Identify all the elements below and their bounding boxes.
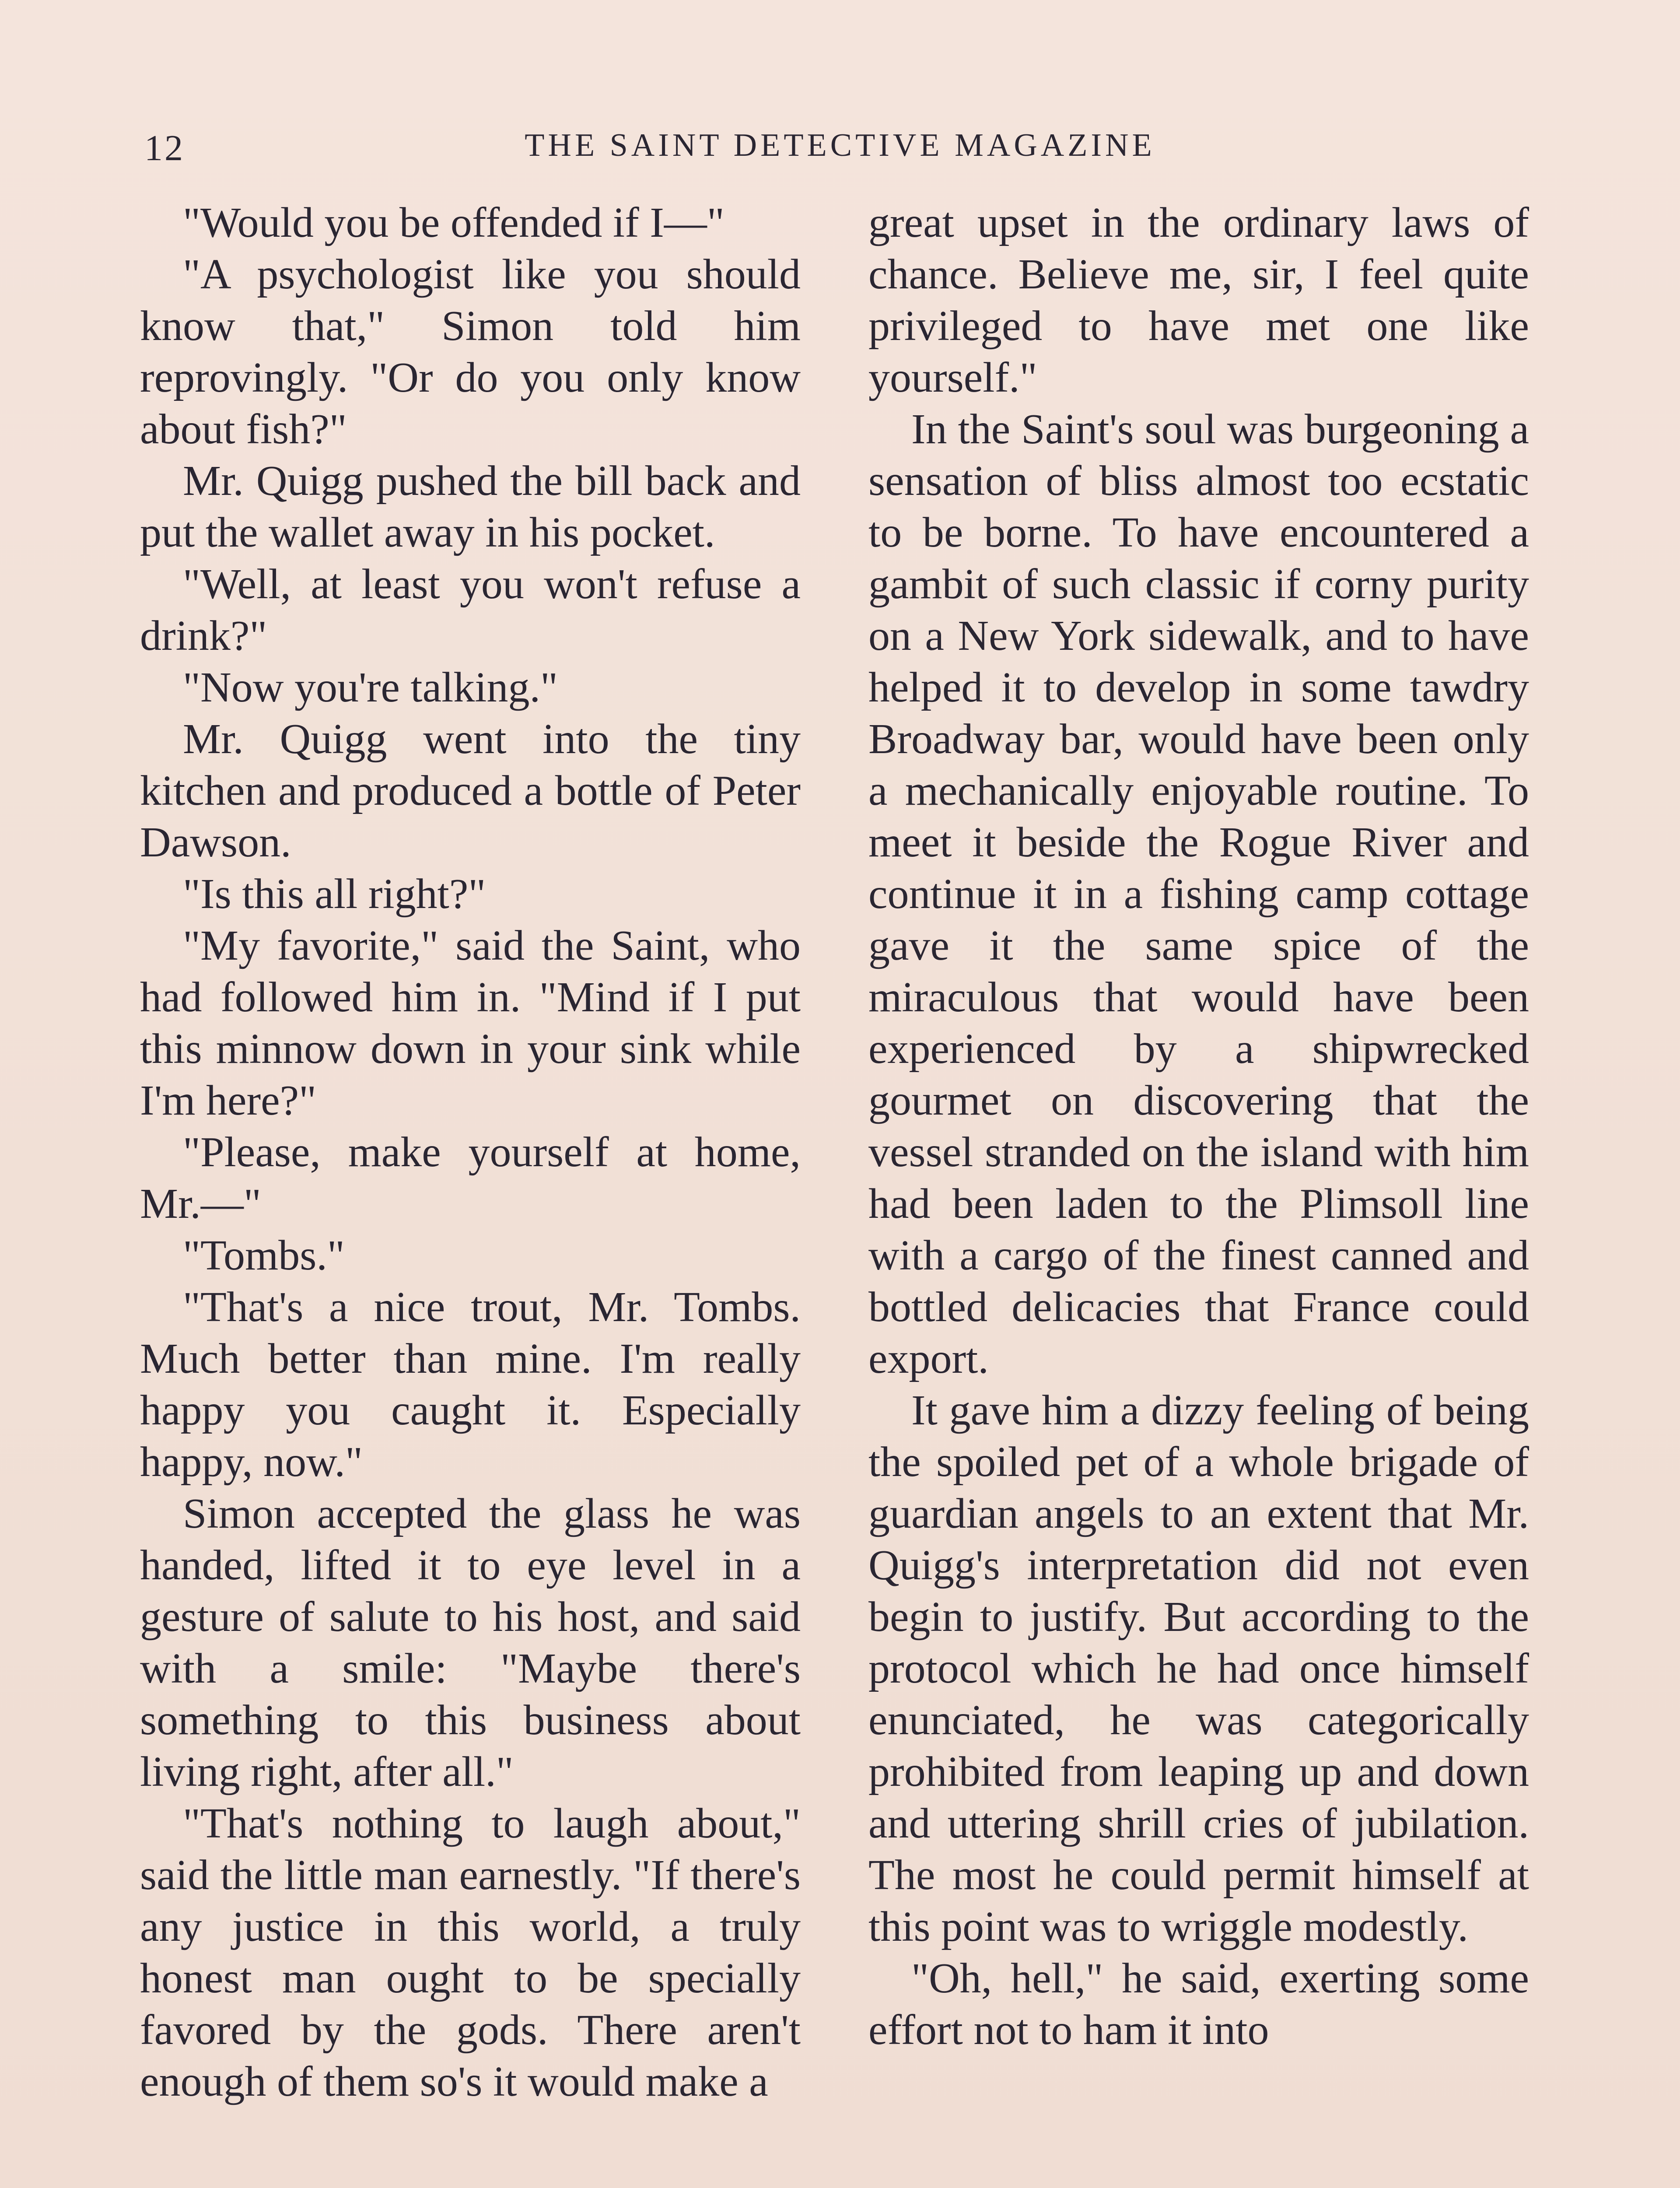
paragraph: "Now you're talking." [183, 664, 558, 711]
magazine-title: THE SAINT DETECTIVE MAGAZINE [525, 127, 1155, 163]
right-text-column [868, 197, 1529, 2056]
running-head [144, 127, 1536, 179]
paragraph: Mr. Quigg pushed the bill back and put the wallet away in his pocket. [140, 457, 801, 556]
paragraph: In the Saint's soul was burgeoning a sensation of bliss almost too ecstatic to be borne. To have encountered a gambit of such classic if corny purity on a New York sidewalk, and to have helped it to develop in some tawdry Broadway bar, would have been only a mechanically enjoyable routine. To meet it beside the Rogue River and continue it in a fishing camp cottage gave it the same spice of the miraculous that would have been experienced by a shipwrecked gourmet on discovering that the vessel stranded on the island with him had been laden to the Plimsoll line with a cargo of the finest canned and bottled delicacies that France could export. [868, 406, 1529, 1382]
paragraph: "Oh, hell," he said, exerting some effort not to ham it into [868, 1955, 1529, 2054]
paragraph: Simon accepted the glass he was handed, lifted it to eye level in a gesture of salute to his host, and said with a smile: "Maybe there's something to this business about living right, after all." [140, 1490, 801, 1795]
paragraph: Mr. Quigg went into the tiny kitchen and produced a bottle of Peter Dawson. [140, 715, 801, 866]
paragraph: "That's nothing to laugh about," said the little man earnestly. "If there's any justice in this world, a truly honest man ought to be specially favored by the gods. There aren't enough of them so's it would make a [140, 1800, 801, 2105]
paragraph: "My favorite," said the Saint, who had followed him in. "Mind if I put this minnow down in your sink while I'm here?" [140, 922, 801, 1124]
page-number: 12 [144, 128, 185, 168]
paragraph: "Tombs." [183, 1232, 345, 1279]
paragraph: "A psychologist like you should know that," Simon told him reprovingly. "Or do you only know about fish?" [140, 251, 801, 453]
paragraph: "Well, at least you won't refuse a drink?" [140, 561, 801, 659]
paragraph: "Please, make yourself at home, Mr.—" [140, 1129, 801, 1227]
paragraph: "Is this all right?" [183, 870, 486, 918]
left-text-column [140, 197, 801, 2107]
paragraph: "Would you be offended if I—" [183, 199, 724, 246]
paragraph-continued: great upset in the ordinary laws of chance. Believe me, sir, I feel quite privileged to have met one like yourself." [868, 199, 1529, 401]
paragraph: "That's a nice trout, Mr. Tombs. Much better than mine. I'm really happy you caught it. Especially happy, now." [140, 1283, 801, 1486]
paragraph: It gave him a dizzy feeling of being the spoiled pet of a whole brigade of guardian angels to an extent that Mr. Quigg's interpretation did not even begin to justify. But according to the protocol which he had once himself enunciated, he was categorically prohibited from leaping up and down and uttering shrill cries of jubilation. The most he could permit himself at this point was to wriggle modestly. [868, 1387, 1529, 1950]
